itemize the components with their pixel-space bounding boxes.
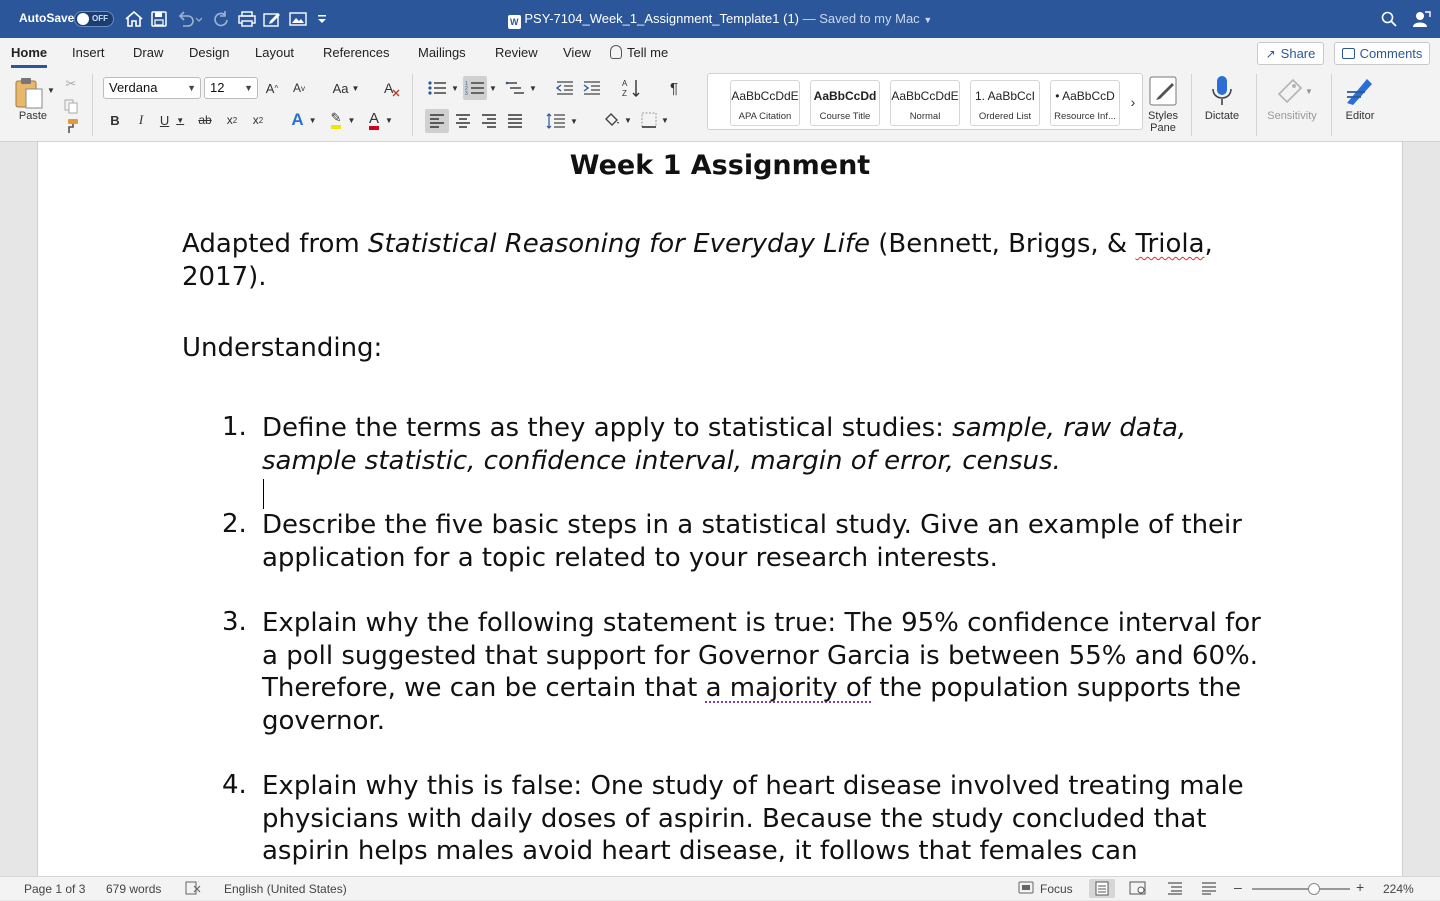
paste-button[interactable] <box>14 76 44 110</box>
zoom-level[interactable]: 224% <box>1383 882 1414 896</box>
svg-text:2: 2 <box>465 86 468 92</box>
increase-indent-icon[interactable] <box>582 78 602 98</box>
sensitivity-icon[interactable]: ▼ <box>1272 74 1316 108</box>
title-bar <box>0 0 1440 38</box>
multilevel-list-button[interactable]: ▼ <box>504 78 538 98</box>
text-effects-button[interactable]: A ▼ <box>291 110 317 129</box>
print-layout-view-icon[interactable] <box>1089 879 1115 898</box>
separator <box>412 74 413 136</box>
saved-status: — Saved to my Mac <box>802 11 920 26</box>
line-spacing-button[interactable]: ▼ <box>544 111 580 131</box>
document-title: Week 1 Assignment <box>569 150 871 181</box>
language[interactable]: English (United States) <box>224 882 347 896</box>
share-label: Share <box>1280 46 1316 61</box>
text-cursor <box>263 479 264 509</box>
tab-mailings[interactable]: Mailings <box>418 45 466 60</box>
editor-label: Editor <box>1345 110 1375 122</box>
style-sample: AaBbCcDd <box>813 89 877 103</box>
paste-options-chevron-icon[interactable]: ▼ <box>47 85 55 95</box>
numbering-chevron-icon[interactable]: ▼ <box>489 83 497 93</box>
clear-formatting-icon[interactable] <box>382 78 402 98</box>
shading-button[interactable]: ▼ <box>600 110 634 130</box>
tab-layout[interactable]: Layout <box>255 45 295 60</box>
chevron-down-icon[interactable]: ▼ <box>923 15 933 25</box>
lightbulb-icon <box>610 45 622 59</box>
window-title <box>0 11 1440 29</box>
account-icon[interactable] <box>1410 8 1432 30</box>
italic-button[interactable]: I <box>138 112 144 127</box>
web-layout-view-icon[interactable] <box>1129 881 1146 898</box>
change-case-icon[interactable]: Aa ▼ <box>332 80 360 96</box>
microphone-icon[interactable] <box>1208 74 1236 108</box>
question-2: Describe the five basic steps in a statistical study. Give an example of their application for a topic related to your research interests. <box>262 510 1242 573</box>
comments-button[interactable] <box>1334 42 1430 65</box>
align-left-button[interactable] <box>425 109 449 133</box>
tab-review[interactable]: Review <box>495 45 538 60</box>
question-text: the population supports the governor. <box>262 673 1242 737</box>
draft-view-icon[interactable] <box>1201 881 1217 898</box>
status-bar <box>0 876 1440 900</box>
tab-references[interactable]: References <box>323 45 390 60</box>
question-number: 2. <box>222 509 247 539</box>
svg-text:3: 3 <box>465 91 468 96</box>
document-canvas <box>0 142 1440 876</box>
tell-me-button[interactable] <box>610 45 668 60</box>
bullets-button[interactable]: ▼ <box>425 78 461 98</box>
section-heading: Understanding: <box>182 333 383 363</box>
question-terms: sample, raw data, sample statistic, confidence interval, margin of error, census. <box>262 413 1187 476</box>
focus-mode-icon <box>1018 881 1034 897</box>
styles-pane-label: Styles Pane <box>1148 110 1178 134</box>
document-name: PSY-7104_Week_1_Assignment_Template1 (1) <box>524 11 800 26</box>
focus-mode-button[interactable]: Focus <box>1040 882 1073 896</box>
font-color-button[interactable]: A ▼ <box>364 109 398 131</box>
align-right-button[interactable] <box>479 111 499 131</box>
adapted-prefix: Adapted from <box>182 229 368 259</box>
style-name: Ordered List <box>978 111 1032 122</box>
format-painter-icon[interactable] <box>62 118 80 134</box>
style-course-title[interactable] <box>810 80 880 126</box>
sort-icon[interactable] <box>621 77 643 99</box>
tab-insert[interactable]: Insert <box>72 45 105 60</box>
share-icon: ↗ <box>1265 46 1276 61</box>
font-name-value: Verdana <box>109 80 158 95</box>
style-sample: AaBbCcDdE <box>891 89 959 103</box>
style-name: Resource Inf... <box>1054 111 1116 122</box>
ribbon-home <box>0 68 1440 142</box>
style-normal[interactable] <box>890 80 960 126</box>
style-name: APA Citation <box>738 111 792 122</box>
align-center-button[interactable] <box>453 111 473 131</box>
shrink-font-icon[interactable]: A v <box>292 81 305 95</box>
question-4: Explain why this is false: One study of heart disease involved treating male physicians with daily doses of aspirin. Because the study concluded that aspirin helps males avoid heart disease, it follows that females can <box>262 771 1244 867</box>
dictate-label: Dictate <box>1204 110 1240 122</box>
question-text: Explain why the following statement is true: The 95% confidence interval for a poll suggested that support for Governor Garcia is between 55% and 60%. Therefore, we can be certain that <box>262 608 1261 704</box>
separator <box>1256 74 1257 136</box>
autosave-label: AutoSave <box>19 11 75 25</box>
zoom-in-button[interactable]: + <box>1356 879 1365 895</box>
borders-button[interactable]: ▼ <box>638 110 672 130</box>
font-size-value: 12 <box>210 80 225 95</box>
underline-button[interactable]: U ▼ <box>159 112 185 128</box>
spelling-error[interactable]: Triola <box>1135 229 1205 259</box>
question-text: Define the terms as they apply to statistical studies: <box>262 413 953 443</box>
share-button[interactable] <box>1257 42 1324 65</box>
autosave-state: OFF <box>92 14 108 23</box>
paste-label: Paste <box>18 110 48 122</box>
font-name-dropdown[interactable] <box>103 77 201 99</box>
style-sample: AaBbCcDdE <box>731 89 799 103</box>
style-apa-citation[interactable] <box>730 80 800 126</box>
grammar-suggestion[interactable]: a majority of <box>705 673 871 704</box>
numbering-button[interactable] <box>463 76 487 100</box>
question-1 <box>262 412 1282 477</box>
tab-draw[interactable]: Draw <box>133 45 164 60</box>
question-number: 4. <box>222 770 247 800</box>
font-size-dropdown[interactable] <box>204 77 258 99</box>
outline-view-icon[interactable] <box>1167 881 1183 898</box>
tab-view[interactable]: View <box>563 45 591 60</box>
word-count[interactable]: 679 words <box>106 882 162 896</box>
comment-icon <box>1342 48 1355 59</box>
question-number: 3. <box>222 607 247 637</box>
separator <box>92 74 93 136</box>
svg-text:1: 1 <box>465 81 468 87</box>
style-resource-info[interactable] <box>1050 80 1120 126</box>
question-3 <box>262 607 1282 738</box>
svg-text:Z: Z <box>622 89 627 98</box>
style-name: Course Title <box>819 111 871 122</box>
chevron-down-icon: ▼ <box>244 83 253 93</box>
authors: (Bennett, Briggs, & <box>869 229 1136 259</box>
chevron-right-icon[interactable]: › <box>1130 94 1136 110</box>
year: , 2017). <box>182 229 1213 292</box>
page-count[interactable]: Page 1 of 3 <box>24 882 86 896</box>
decrease-indent-icon[interactable] <box>555 78 575 98</box>
grow-font-icon[interactable]: A ^ <box>265 80 279 96</box>
style-sample: • AaBbCcD <box>1055 89 1115 103</box>
copy-icon[interactable] <box>62 98 80 114</box>
editor-icon[interactable] <box>1344 74 1376 108</box>
word-doc-icon: W <box>508 15 521 29</box>
zoom-out-button[interactable]: – <box>1234 879 1242 895</box>
search-icon[interactable] <box>1380 8 1398 30</box>
tab-home[interactable]: Home <box>11 45 48 60</box>
chevron-down-icon: ▼ <box>187 83 196 93</box>
subscript-button[interactable]: x 2 <box>226 113 238 127</box>
svg-text:A: A <box>622 79 628 88</box>
styles-pane-button[interactable] <box>1147 74 1179 108</box>
question-number: 1. <box>222 412 247 442</box>
source-citation-paragraph <box>182 228 1272 294</box>
svg-text:A: A <box>384 80 394 96</box>
style-sample: 1. AaBbCcI <box>974 89 1036 103</box>
separator <box>1331 74 1332 136</box>
zoom-slider-track[interactable] <box>1252 888 1350 890</box>
tell-me-label: Tell me <box>627 45 669 60</box>
styles-gallery <box>707 73 1143 130</box>
book-title: Statistical Reasoning for Everyday Life <box>368 229 870 259</box>
comments-label: Comments <box>1359 46 1423 61</box>
highlight-color-button[interactable]: ✎ ▼ <box>326 109 360 131</box>
sensitivity-label: Sensitivity <box>1267 110 1317 122</box>
style-name: Normal <box>909 111 941 122</box>
ribbon-tabs <box>0 38 1440 68</box>
proofing-icon[interactable] <box>185 881 201 898</box>
document-page[interactable] <box>37 142 1403 876</box>
separator <box>1191 74 1192 136</box>
tab-design[interactable]: Design <box>189 45 230 60</box>
style-ordered-list[interactable] <box>970 80 1040 126</box>
strikethrough-button[interactable]: ab <box>198 113 212 127</box>
superscript-button[interactable]: x 2 <box>252 113 264 127</box>
cut-icon[interactable]: ✂ <box>65 76 77 91</box>
bold-button[interactable]: B <box>110 112 120 128</box>
show-formatting-marks-icon[interactable]: ¶ <box>669 79 679 97</box>
justify-button[interactable] <box>505 111 525 131</box>
zoom-slider-handle[interactable] <box>1308 883 1320 895</box>
